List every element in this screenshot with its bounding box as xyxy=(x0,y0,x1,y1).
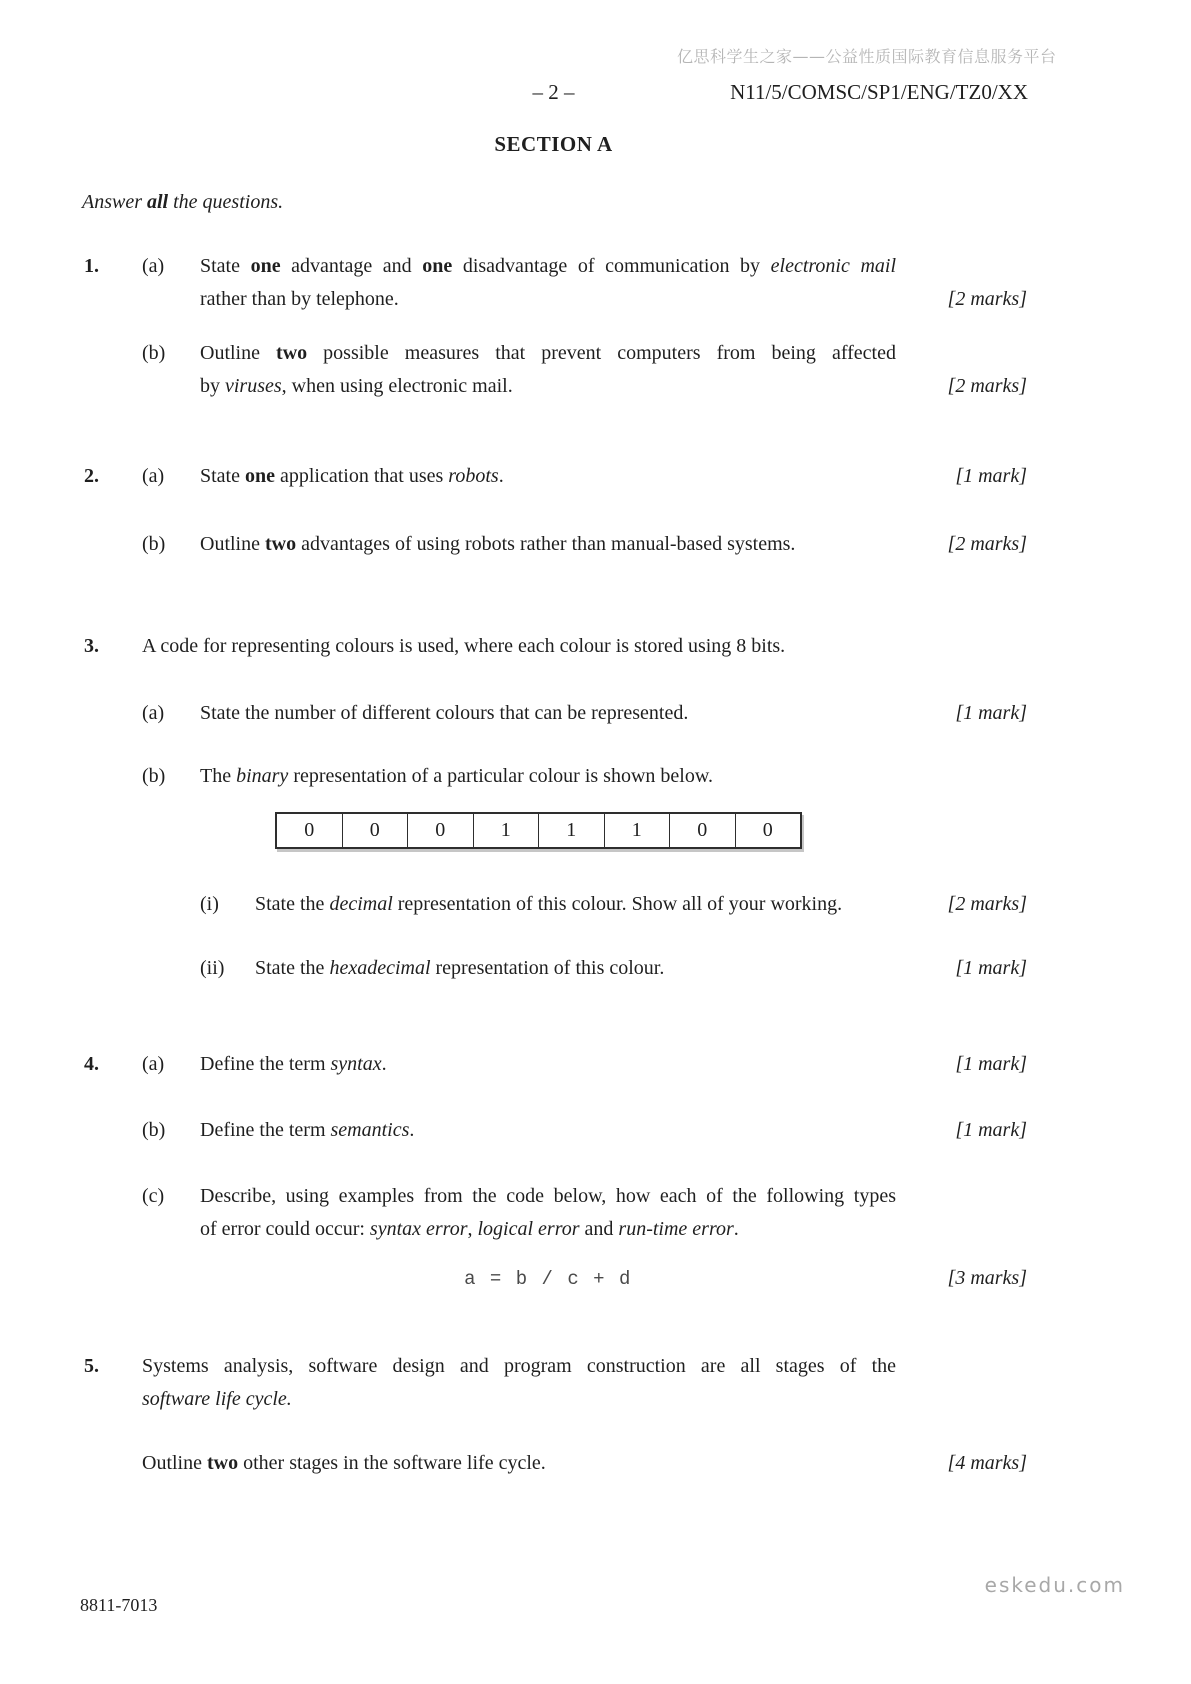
text-segment: . xyxy=(381,1053,387,1075)
text-segment: robots xyxy=(448,465,499,487)
text-segment: syntax error xyxy=(369,1218,468,1240)
bit-cell: 1 xyxy=(473,814,539,847)
question-4b-marks: [1 mark] xyxy=(955,1119,1027,1141)
bottom-watermark: eskedu.com xyxy=(984,1573,1125,1597)
question-3bii-marks: [1 mark] xyxy=(955,957,1027,979)
text-segment: of error could occur: xyxy=(200,1218,370,1240)
text-line xyxy=(200,1048,896,1081)
text-segment: advantage and xyxy=(280,255,423,277)
text-line xyxy=(142,1350,896,1383)
bit-cell: 0 xyxy=(304,819,315,841)
question-1a-text xyxy=(200,250,896,316)
question-4b-label: (b) xyxy=(142,1119,166,1141)
question-1b-label: (b) xyxy=(142,342,166,364)
question-1a-marks: [2 marks] xyxy=(947,288,1027,310)
text-segment: . xyxy=(733,1218,739,1240)
question-3a-text xyxy=(200,697,896,730)
question-2a-label: (a) xyxy=(142,465,165,487)
text-segment: one xyxy=(250,255,281,277)
text-line xyxy=(200,528,896,561)
bit-cell: 0 xyxy=(669,814,735,847)
question-1b-text xyxy=(200,337,896,403)
text-segment: Define the term xyxy=(200,1119,331,1141)
text-segment: Outline xyxy=(200,533,265,555)
question-5-number: 5. xyxy=(84,1355,99,1377)
question-4c-label: (c) xyxy=(142,1185,165,1207)
question-1a-label: (a) xyxy=(142,255,165,277)
text-line xyxy=(142,1383,896,1416)
text-line xyxy=(255,952,945,985)
text-segment: rather than by telephone. xyxy=(200,288,399,310)
text-segment: one xyxy=(422,255,453,277)
top-watermark: 亿思科学生之家——公益性质国际教育信息服务平台 xyxy=(677,47,1057,66)
text-segment: advantages of using robots rather than manual-based systems. xyxy=(296,533,796,555)
question-4a-marks: [1 mark] xyxy=(955,1053,1027,1075)
question-3a-marks: [1 mark] xyxy=(955,702,1027,724)
text-segment: , xyxy=(467,1218,478,1240)
question-4c-marks: [3 marks] xyxy=(947,1267,1027,1289)
binary-representation-table xyxy=(275,812,802,849)
question-3b-text xyxy=(200,760,896,793)
text-segment: Define the term xyxy=(200,1053,331,1075)
text-segment: two xyxy=(265,533,297,555)
text-segment: other stages in the software life cycle. xyxy=(238,1452,546,1474)
text-segment: semantics xyxy=(330,1119,410,1141)
text-segment: The xyxy=(200,765,237,787)
text-segment: representation of this colour. Show all of your working. xyxy=(392,893,843,915)
question-3bi-marks: [2 marks] xyxy=(947,893,1027,915)
question-4b-text xyxy=(200,1114,896,1147)
text-segment: representation of a particular colour is shown below. xyxy=(288,765,713,787)
text-segment: decimal xyxy=(329,893,393,915)
text-segment: , when using electronic mail. xyxy=(281,375,513,397)
paper-reference: 8811-7013 xyxy=(80,1595,158,1615)
question-3bii-label: (ii) xyxy=(200,957,225,979)
question-3b-label: (b) xyxy=(142,765,166,787)
question-2b-label: (b) xyxy=(142,533,166,555)
text-segment: one xyxy=(245,465,275,487)
text-segment: hexadecimal xyxy=(329,957,431,979)
question-4-number: 4. xyxy=(84,1053,99,1075)
text-segment: electronic mail xyxy=(770,255,896,277)
text-segment: State xyxy=(200,255,251,277)
text-segment: run-time error xyxy=(618,1218,734,1240)
bit-cell: 1 xyxy=(538,814,604,847)
text-line xyxy=(200,250,896,283)
question-3-intro xyxy=(142,630,896,663)
question-2a-marks: [1 mark] xyxy=(955,465,1027,487)
text-segment: State the xyxy=(255,957,330,979)
text-line xyxy=(142,630,896,663)
text-line xyxy=(255,888,945,921)
text-segment: Answer xyxy=(82,191,147,213)
text-segment: and xyxy=(579,1218,619,1240)
text-segment: Systems analysis, software design and program construction are all stages of the xyxy=(142,1355,896,1377)
question-2b-marks: [2 marks] xyxy=(947,533,1027,555)
text-segment: . xyxy=(498,465,504,487)
question-1b-marks: [2 marks] xyxy=(947,375,1027,397)
text-segment: the questions. xyxy=(168,191,284,213)
page-number: – 2 – xyxy=(532,80,575,104)
text-segment: software life cycle. xyxy=(142,1388,292,1410)
bit-cell: 0 xyxy=(342,814,408,847)
text-segment: by xyxy=(200,375,225,397)
text-segment: application that uses xyxy=(275,465,449,487)
question-4a-label: (a) xyxy=(142,1053,165,1075)
text-line xyxy=(200,697,896,730)
text-segment: Outline xyxy=(142,1452,207,1474)
question-5-text xyxy=(142,1350,896,1416)
text-segment: two xyxy=(207,1452,239,1474)
paper-code: N11/5/COMSC/SP1/ENG/TZ0/XX xyxy=(730,80,1028,104)
question-4a-text xyxy=(200,1048,896,1081)
section-title: SECTION A xyxy=(494,132,613,156)
text-line xyxy=(200,283,896,316)
question-3-number: 3. xyxy=(84,635,99,657)
text-segment: State the xyxy=(255,893,330,915)
text-segment: two xyxy=(276,342,308,364)
code-snippet: a = b / c + d xyxy=(464,1268,632,1290)
bit-cell: 0 xyxy=(407,814,473,847)
text-line xyxy=(200,760,896,793)
question-5-marks: [4 marks] xyxy=(947,1452,1027,1474)
question-3a-label: (a) xyxy=(142,702,165,724)
text-segment: Outline xyxy=(200,342,277,364)
text-segment: State xyxy=(200,465,245,487)
text-segment: . xyxy=(409,1119,415,1141)
question-3bi-text xyxy=(255,888,945,921)
text-line xyxy=(142,1447,896,1480)
question-3bii-text xyxy=(255,952,945,985)
text-segment: possible measures that prevent computers from being affected xyxy=(307,342,896,364)
answer-instruction xyxy=(82,186,283,219)
text-segment: binary xyxy=(236,765,289,787)
text-line xyxy=(200,1114,896,1147)
text-line xyxy=(200,1180,896,1213)
text-segment: representation of this colour. xyxy=(430,957,665,979)
question-5-outline xyxy=(142,1447,896,1480)
code-snippet-wrap xyxy=(200,1262,896,1296)
text-segment: Describe, using examples from the code below, how each of the following types xyxy=(200,1185,896,1207)
text-segment: all xyxy=(147,191,169,213)
text-line xyxy=(200,337,896,370)
text-line xyxy=(200,370,896,403)
question-4c-text xyxy=(200,1180,896,1246)
text-segment: syntax xyxy=(330,1053,382,1075)
text-segment: viruses xyxy=(225,375,282,397)
text-segment: disadvantage of communication by xyxy=(452,255,771,277)
bit-cell: 0 xyxy=(735,814,801,847)
question-3bi-label: (i) xyxy=(200,893,219,915)
question-2a-text xyxy=(200,460,896,493)
question-1-number: 1. xyxy=(84,255,99,277)
question-2-number: 2. xyxy=(84,465,99,487)
text-segment: State the number of different colours that can be represented. xyxy=(200,702,689,724)
bit-cell: 1 xyxy=(604,814,670,847)
text-segment: logical error xyxy=(477,1218,580,1240)
question-2b-text xyxy=(200,528,896,561)
text-segment: A code for representing colours is used, where each colour is stored using 8 bits. xyxy=(142,635,786,657)
text-line xyxy=(200,460,896,493)
text-line xyxy=(200,1213,896,1246)
